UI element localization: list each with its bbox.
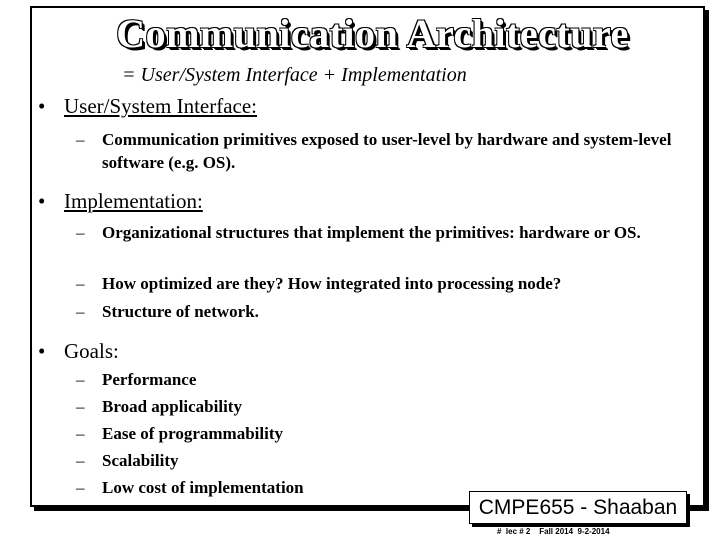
bullet-implementation — [38, 189, 203, 214]
bullet-marker: • — [38, 339, 46, 363]
goal-item: – Performance — [76, 370, 197, 389]
sub-item-text: Structure of network. — [102, 302, 259, 321]
goal-item: – Scalability — [76, 451, 179, 470]
bullet-marker: • — [38, 189, 46, 213]
goal-item: – Ease of programmability — [76, 424, 284, 443]
slide-footer: # lec # 2 Fall 2014 9-2-2014 — [497, 527, 610, 536]
goal-text: Broad applicability — [102, 397, 242, 416]
goal-item: – Low cost of implementation — [76, 478, 304, 497]
sub-item: – Organizational structures that implement the primitives: hardware or OS. — [76, 221, 688, 244]
bullet-goals — [38, 339, 119, 364]
sub-item-text: How optimized are they? How integrated into processing node? — [102, 274, 562, 293]
sub-item-text: Communication primitives exposed to user-level by hardware and system-level software (e.g. OS). — [102, 130, 672, 172]
bullet-heading: User/System Interface: — [64, 94, 258, 118]
sub-item: – Structure of network. — [76, 300, 688, 323]
slide-title: Communication Architecture — [116, 11, 629, 56]
goal-text: Scalability — [102, 451, 179, 470]
goal-text: Low cost of implementation — [102, 478, 304, 497]
bullet-heading: Goals: — [64, 339, 119, 363]
goal-text: Ease of programmability — [102, 424, 284, 443]
bullet-user-system-interface — [38, 94, 257, 119]
sub-item: – How optimized are they? How integrated into processing node? — [76, 272, 688, 295]
goal-item: – Broad applicability — [76, 397, 242, 416]
sub-item-text: Organizational structures that implement the primitives: hardware or OS. — [102, 223, 641, 242]
bullet-heading: Implementation: — [64, 189, 203, 213]
course-badge: CMPE655 - Shaaban — [469, 491, 687, 524]
sub-item: – Communication primitives exposed to user-level by hardware and system-level software (e.g. OS). — [76, 128, 676, 174]
goal-text: Performance — [102, 370, 197, 389]
bullet-marker: • — [38, 94, 46, 118]
slide-subtitle: = User/System Interface + Implementation — [122, 64, 467, 86]
